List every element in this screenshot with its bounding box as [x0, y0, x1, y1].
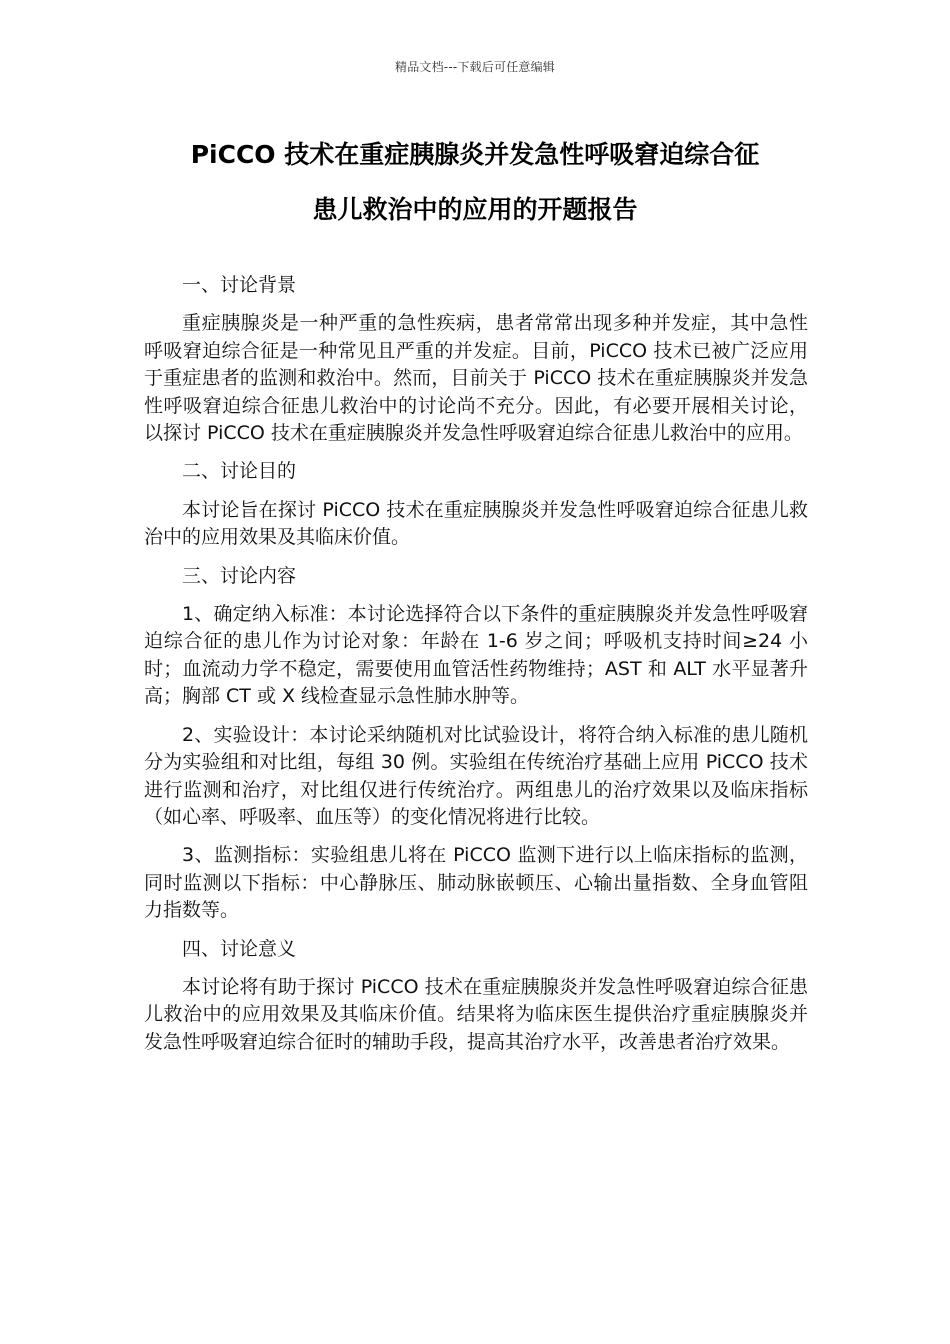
document-body: [144, 272, 808, 1067]
paragraph-inclusion-criteria: 1、确定纳入标准：本讨论选择符合以下条件的重症胰腺炎并发急性呼吸窘迫综合征的患儿作为讨论对象：年龄在 1-6 岁之间；呼吸机支持时间≥24 小时；血流动力学不稳定，需要使用血管活性药物维持；AST 和 ALT 水平显著升高；胸部 CT 或 X 线检查显示急性肺水肿等。: [144, 603, 808, 708]
paragraph-experiment-design: 2、实验设计：本讨论采纳随机对比试验设计，将符合纳入标准的患儿随机分为实验组和对比组，每组 30 例。实验组在传统治疗基础上应用 PiCCO 技术进行监测和治疗，对比组仅进行传统治疗。两组患儿的治疗效果以及临床指标（如心率、呼吸率、血压等）的变化情况将进行比较。: [144, 723, 808, 828]
section-heading-significance: 四、讨论意义: [182, 937, 297, 960]
section-heading-purpose: 二、讨论目的: [182, 460, 297, 483]
paragraph-monitoring-indicators: 3、监测指标：实验组患儿将在 PiCCO 监测下进行以上临床指标的监测，同时监测以下指标：中心静脉压、肺动脉嵌顿压、心输出量指数、全身血管阻力指数等。: [144, 844, 808, 922]
document-title-line-1: PiCCO 技术在重症胰腺炎并发急性呼吸窘迫综合征: [190, 140, 760, 169]
paragraph-purpose: 本讨论旨在探讨 PiCCO 技术在重症胰腺炎并发急性呼吸窘迫综合征患儿救治中的应用效果及其临床价值。: [144, 498, 808, 549]
section-heading-content: 三、讨论内容: [182, 564, 297, 587]
paragraph-significance: 本讨论将有助于探讨 PiCCO 技术在重症胰腺炎并发急性呼吸窘迫综合征患儿救治中的应用效果及其临床价值。结果将为临床医生提供治疗重症胰腺炎并发急性呼吸窘迫综合征时的辅助手段，提高其治疗水平，改善患者治疗效果。: [144, 975, 808, 1053]
paragraph-background: 重症胰腺炎是一种严重的急性疾病，患者常常出现多种并发症，其中急性呼吸窘迫综合征是一种常见且严重的并发症。目前，PiCCO 技术已被广泛应用于重症患者的监测和救治中。然而，目前关于 PiCCO 技术在重症胰腺炎并发急性呼吸窘迫综合征患儿救治中的讨论尚不充分。因此，有必要开展相关讨论，以探讨 PiCCO 技术在重症胰腺炎并发急性呼吸窘迫综合征患儿救治中的应用。: [144, 312, 808, 445]
header-note: 精品文档---下载后可任意编辑: [395, 60, 555, 74]
section-heading-background: 一、讨论背景: [182, 274, 297, 296]
document-title-line-2: 患儿救治中的应用的开题报告: [312, 195, 638, 224]
